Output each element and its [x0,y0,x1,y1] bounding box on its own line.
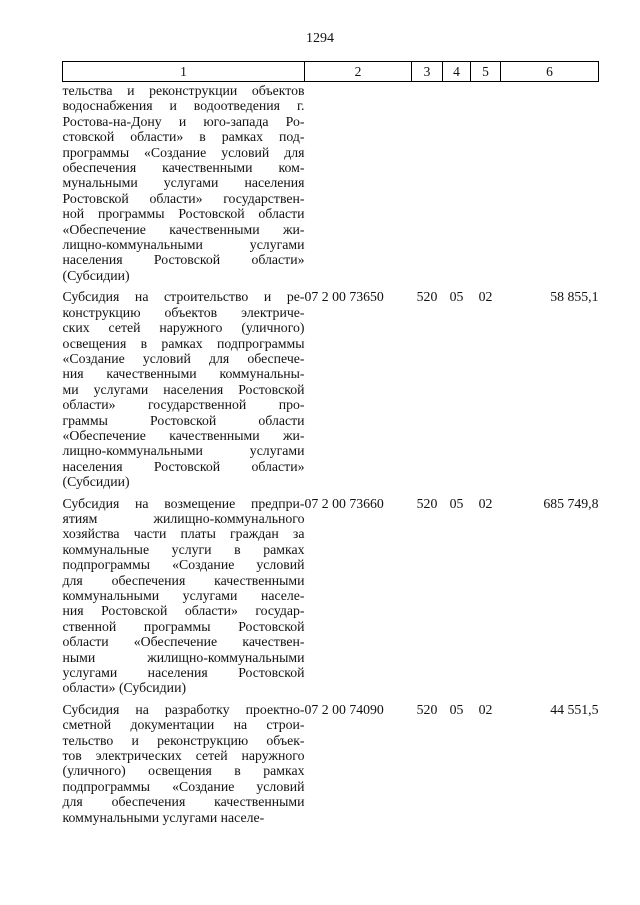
row-name-line: Ростовской области» государствен- [62,190,305,206]
header-col-1: 1 [63,62,305,82]
row-amount [501,82,599,284]
row-name-line: области» (Субсидии) [62,680,187,696]
row-name-line: Субсидия на разработку проектно- [62,701,305,717]
row-rz: 05 [449,701,464,717]
row-name-line: Субсидия на возмещение предпри- [62,495,305,511]
row-name-line: конструкцию объектов электриче- [62,304,305,320]
header-col-4: 4 [443,62,471,82]
table-row [63,490,599,696]
header-col-5: 5 [471,62,501,82]
row-amount: 44 551,5 [550,701,599,717]
row-name-line: услугами населения Ростовской [62,665,305,681]
row-name-line: обеспечения качественными ком- [62,160,305,176]
row-name-line: водоснабжения и водоотведения г. [62,98,305,114]
row-name-line: ными жилищно-коммунальными [62,649,305,665]
page-number: 1294 [306,31,334,46]
table-row [63,283,599,489]
row-name-line: тельство и реконструкцию объек- [62,732,305,748]
row-name-line: Субсидия на строительство и ре- [62,289,305,305]
row-name-line: (уличного) освещения в рамках [62,763,305,779]
row-code [305,82,412,284]
row-name-line: коммунальные услуги в рамках [62,541,305,557]
row-rz: 05 [449,289,464,305]
row-vr: 520 [416,289,438,305]
header-row [63,62,599,82]
row-pr: 02 [478,495,493,511]
row-pr: 02 [478,701,493,717]
row-rz [443,82,471,284]
row-name-cell [63,82,305,284]
row-name-line: области» государственной про- [62,397,305,413]
row-name-line: (Субсидии) [62,474,130,490]
row-name-line: ния Ростовской области» государ- [62,603,305,619]
row-name-line: «Создание условий для обеспече- [62,350,305,366]
row-name-line: подпрограммы «Создание условий [62,778,305,794]
row-name-line: для обеспечения качественными [62,572,305,588]
row-pr [471,82,501,284]
row-name-line: сметной документации на строи- [62,717,305,733]
row-name-line: граммы Ростовской области [62,412,305,428]
row-name-line: ния качественными коммунальны- [62,366,305,382]
row-name-cell [63,696,305,825]
row-name-line: коммунальными услугами населе- [62,588,305,603]
table-body [63,82,599,826]
row-name-line: населения Ростовской области» [62,252,305,268]
row-name-line: лищно-коммунальными услугами [62,443,305,459]
row-name-line: программы «Создание условий для [62,144,305,160]
row-name-cell [63,283,305,489]
header-col-2: 2 [305,62,412,82]
table-header [63,62,599,82]
row-name-line: Ростова-на-Дону и юго-запада Ро- [62,113,305,129]
row-name-line: мунальными услугами населения [62,175,305,191]
row-vr [412,82,443,284]
row-pr: 02 [478,289,493,305]
header-col-6: 6 [501,62,599,82]
row-name-line: тов электрических сетей наружного [62,748,305,764]
row-name-line: области «Обеспечение качествен- [62,634,305,650]
row-name-line: ских сетей наружного (уличного) [62,320,305,336]
row-name-line: для обеспечения качественными [62,794,305,810]
row-vr: 520 [416,701,438,717]
row-code: 07 2 00 73660 [304,495,384,511]
table-row [63,82,599,284]
header-col-3: 3 [412,62,443,82]
row-name-line: ной программы Ростовской области [62,206,305,222]
row-amount: 58 855,1 [550,289,599,305]
row-name-line: ятиям жилищно-коммунального [62,510,305,526]
row-name-line: ми услугами населения Ростовской [62,381,305,397]
row-name-line: «Обеспечение качественными жи- [62,427,305,443]
row-rz: 05 [449,495,464,511]
row-name-line: освещения в рамках подпрограммы [62,335,305,351]
row-name-line: коммунальными услугами населе- [62,809,265,825]
row-name-line: лищно-коммунальными услугами [62,237,305,253]
row-name-line: «Обеспечение качественными жи- [62,221,305,237]
row-name-cell [63,490,305,696]
table-row [63,696,599,825]
row-code: 07 2 00 74090 [304,701,384,717]
row-name-line: подпрограммы «Создание условий [62,557,305,573]
row-vr: 520 [416,495,438,511]
row-amount: 685 749,8 [543,495,599,511]
row-code: 07 2 00 73650 [304,289,384,305]
budget-table [62,61,599,825]
row-name-line: ственной программы Ростовской [62,618,305,634]
row-name-line: хозяйства части платы граждан за [62,526,305,542]
row-name-line: (Субсидии) [62,267,130,283]
row-name-line: стовской области» в рамках под- [62,129,305,145]
row-name-line: населения Ростовской области» [62,458,305,474]
row-name-line: тельства и реконструкции объектов [62,83,305,98]
